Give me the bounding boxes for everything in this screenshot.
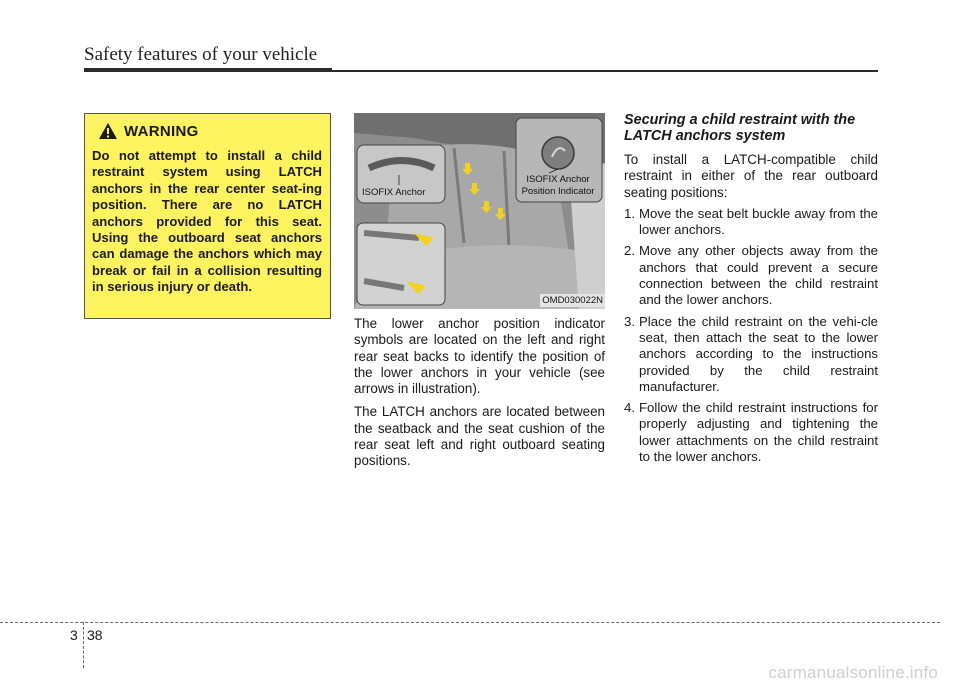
image-code: OMD030022N <box>542 295 603 306</box>
steps-list <box>624 206 878 465</box>
page-header-title: Safety features of your vehicle <box>84 44 318 65</box>
step-number: 3. <box>624 313 635 329</box>
step-number: 1. <box>624 205 635 221</box>
right-column <box>624 112 878 470</box>
page-number: 38 <box>87 627 103 643</box>
footer-divider <box>83 622 84 668</box>
rear-seat-drawing <box>354 113 605 309</box>
step-text: Move any other objects away from the anchors that could prevent a secure connection between the child restraint and the lower anchors. <box>639 243 878 308</box>
step-number: 2. <box>624 243 635 259</box>
rear-seat-illustration <box>354 113 605 309</box>
list-item <box>624 206 878 239</box>
middle-column <box>354 316 605 477</box>
warning-box <box>84 113 331 319</box>
footer-rule <box>0 622 940 623</box>
step-text: Move the seat belt buckle away from the lower anchors. <box>639 205 878 238</box>
list-item <box>624 243 878 308</box>
watermark: carmanualsonline.info <box>768 663 938 682</box>
list-item <box>624 400 878 465</box>
header-rule <box>84 70 878 72</box>
step-number: 4. <box>624 400 635 416</box>
paragraph-latch-location: The LATCH anchors are located between the seatback and the seat cushion of the rear seat left and right outboard seating positions. <box>354 404 605 469</box>
warning-header <box>98 122 322 140</box>
paragraph-indicator-symbols: The lower anchor position indicator symbols are located on the left and right rear seat backs to identify the position of the lower anchors in your vehicle (see arrows in illustration). <box>354 316 605 397</box>
step-text: Place the child restraint on the vehi-cle seat, then attach the seat to the lower anchors according to the instructions provided by the child restraint manufacturer. <box>639 313 878 394</box>
step-text: Follow the child restraint instructions for properly adjusting and tightening the lower attachments on the child restraint to the lower anchors. <box>639 400 878 465</box>
section-heading: Securing a child restraint with the LATCH anchors system <box>624 112 856 144</box>
isofix-anchor-label: ISOFIX Anchor <box>362 187 426 198</box>
chapter-number: 3 <box>70 627 78 643</box>
warning-title: WARNING <box>124 122 199 140</box>
warning-triangle-icon <box>98 122 118 140</box>
warning-text: Do not attempt to install a child restraint system using LATCH anchors in the rear center seat-ing position. There are no LATCH anchors provided for this seat. Using the outboard seat anchors can damage the anchors which may break or fail in a collision resulting in serious injury or death. <box>92 148 322 295</box>
isofix-indicator-label: ISOFIX Anchor Position Indicator <box>521 174 595 197</box>
list-item <box>624 314 878 395</box>
intro-paragraph: To install a LATCH-compatible child restraint in either of the rear outboard seating positions: <box>624 152 878 200</box>
